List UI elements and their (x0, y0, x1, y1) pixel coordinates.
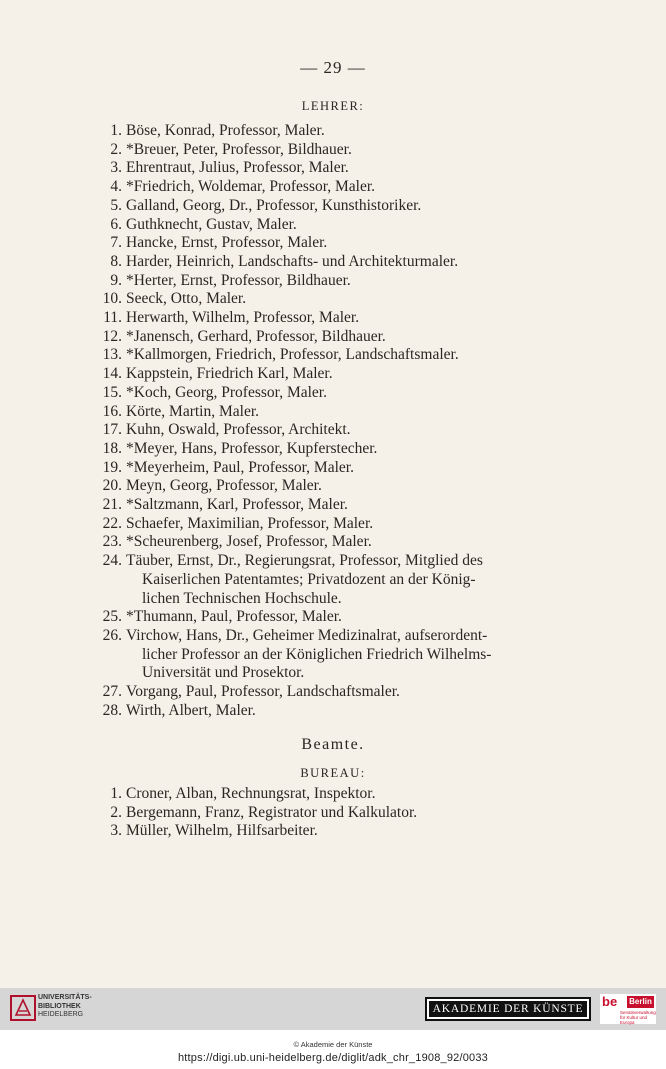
item-text (126, 272, 586, 291)
item-number: 8. (110, 252, 122, 270)
item-text (126, 822, 586, 841)
item-number: 2. (110, 803, 122, 821)
item-text-line: Ehrentraut, Julius, Professor, Maler. (126, 159, 349, 177)
item-text (126, 477, 586, 496)
item-number: 7. (110, 234, 122, 252)
item-text-line: *Koch, Georg, Professor, Maler. (126, 383, 327, 401)
item-text-continuation: Kaiserlichen Patentamtes; Privatdozent an der König- (142, 570, 476, 588)
item-number: 20. (102, 477, 122, 495)
item-text (126, 384, 586, 403)
item-text-line: Croner, Alban, Rechnungsrat, Inspektor. (126, 785, 376, 802)
item-number: 19. (102, 458, 122, 476)
item-text (126, 702, 586, 721)
item-text (126, 216, 586, 235)
item-number: 24. (102, 552, 122, 570)
item-text (126, 533, 586, 552)
section-title-beamte: Beamte. (301, 736, 365, 753)
item-number: 12. (102, 327, 122, 345)
item-text (126, 552, 586, 608)
item-text (126, 496, 586, 515)
university-seal-icon (8, 993, 38, 1023)
item-text-line: *Kallmorgen, Friedrich, Professor, Landschaftsmaler. (126, 346, 459, 364)
item-text-line: Körte, Martin, Maler. (126, 402, 260, 420)
item-text (126, 459, 586, 478)
item-text-line: Seeck, Otto, Maler. (126, 290, 247, 308)
item-number: 2. (110, 140, 122, 158)
item-number: 18. (102, 439, 122, 457)
university-library-label[interactable]: UNIVERSITÄTS- BIBLIOTHEK HEIDELBERG (38, 994, 92, 1018)
item-text (126, 515, 586, 534)
heading-lehrer: LEHRER: (301, 99, 365, 113)
item-text-line: Kappstein, Friedrich Karl, Maler. (126, 365, 333, 383)
item-text (126, 197, 586, 216)
item-number: 28. (102, 701, 122, 719)
item-number: 11. (103, 309, 122, 326)
item-number: 4. (110, 178, 122, 196)
item-text-line: *Friedrich, Woldemar, Professor, Maler. (126, 178, 376, 196)
item-text (126, 328, 586, 347)
item-number: 27. (102, 683, 122, 700)
item-text (126, 234, 586, 253)
item-text-line: Herwarth, Wilhelm, Professor, Maler. (126, 309, 360, 326)
source-url-link[interactable]: https://digi.ub.uni-heidelberg.de/diglit/adk_chr_1908_92/0033 (177, 1052, 489, 1064)
item-number: 1. (110, 122, 122, 139)
item-text-line: *Meyerheim, Paul, Professor, Maler. (126, 458, 354, 476)
item-number: 26. (102, 626, 122, 644)
item-number: 17. (102, 421, 122, 439)
item-number: 3. (110, 159, 122, 177)
item-text (126, 178, 586, 197)
item-text-line: Täuber, Ernst, Dr., Regierungsrat, Professor, Mitglied des (126, 552, 483, 570)
item-text-line: *Scheurenberg, Josef, Professor, Maler. (126, 533, 372, 551)
item-text (126, 440, 586, 459)
item-text (126, 122, 586, 141)
item-text-line: Böse, Konrad, Professor, Maler. (126, 122, 325, 139)
item-text-line: Vorgang, Paul, Professor, Landschaftsmaler. (126, 683, 400, 700)
page-number: — 29 — (300, 58, 366, 77)
item-text (126, 627, 586, 683)
item-number: 25. (102, 608, 122, 626)
item-text-line: Schaefer, Maximilian, Professor, Maler. (126, 514, 374, 532)
item-number: 14. (102, 365, 122, 383)
item-text-line: Guthknecht, Gustav, Maler. (126, 215, 297, 233)
item-number: 23. (102, 533, 122, 551)
item-number: 1. (110, 785, 122, 802)
item-text-continuation: lichen Technischen Hochschule. (142, 589, 342, 607)
item-text-line: Hancke, Ernst, Professor, Maler. (126, 234, 328, 252)
item-text-line: Wirth, Albert, Maler. (126, 701, 256, 719)
item-text-line: *Meyer, Hans, Professor, Kupferstecher. (126, 439, 378, 457)
item-text (126, 309, 586, 328)
item-number: 16. (102, 402, 122, 420)
item-text-line: Virchow, Hans, Dr., Geheimer Medizinalrat, aufserordent- (126, 626, 488, 644)
akademie-logo[interactable] (425, 997, 591, 1021)
item-text (126, 253, 586, 272)
akademie-logo-label: AKADEMIE DER KÜNSTE (429, 1001, 587, 1017)
item-text-line: Galland, Georg, Dr., Professor, Kunsthistoriker. (126, 196, 422, 214)
item-text (126, 159, 586, 178)
item-text (126, 290, 586, 309)
item-text-line: Kuhn, Oswald, Professor, Architekt. (126, 421, 351, 439)
item-text-line: Meyn, Georg, Professor, Maler. (126, 477, 322, 495)
item-text (126, 141, 586, 160)
item-text (126, 804, 586, 823)
footer-band (0, 988, 666, 1030)
item-text-line: *Breuer, Peter, Professor, Bildhauer. (126, 140, 352, 158)
item-number: 9. (110, 271, 122, 289)
item-text (126, 346, 586, 365)
item-number: 3. (110, 822, 122, 840)
item-text-line: *Thumann, Paul, Professor, Maler. (126, 608, 342, 626)
item-text-line: Müller, Wilhelm, Hilfsarbeiter. (126, 822, 318, 840)
item-number: 15. (102, 383, 122, 401)
item-number: 6. (110, 215, 122, 233)
item-number: 5. (110, 196, 122, 214)
item-text-line: *Janensch, Gerhard, Professor, Bildhauer. (126, 327, 386, 345)
item-text-continuation: licher Professor an der Königlichen Friedrich Wilhelms- (142, 645, 492, 663)
item-text (126, 785, 586, 804)
copyright-notice: © Akademie der Künste (293, 1040, 373, 1049)
item-text (126, 608, 586, 627)
item-text-line: *Herter, Ernst, Professor, Bildhauer. (126, 271, 351, 289)
item-text-line: *Saltzmann, Karl, Professor, Maler. (126, 496, 348, 513)
item-number: 22. (102, 514, 122, 532)
item-text (126, 403, 586, 422)
item-text-continuation: Universität und Prosektor. (142, 664, 305, 682)
item-number: 21. (102, 496, 122, 513)
item-number: 13. (102, 346, 122, 364)
item-text (126, 683, 586, 702)
heading-bureau: BUREAU: (300, 766, 366, 780)
item-number: 10. (102, 290, 122, 308)
berlin-senate-logo[interactable]: be Berlin Senatsverwaltung für Kultur und Europa (602, 994, 656, 1025)
item-text-line: Harder, Heinrich, Landschafts- und Architekturmaler. (126, 252, 459, 270)
item-text-line: Bergemann, Franz, Registrator und Kalkulator. (126, 803, 418, 821)
item-text (126, 421, 586, 440)
item-text (126, 365, 586, 384)
